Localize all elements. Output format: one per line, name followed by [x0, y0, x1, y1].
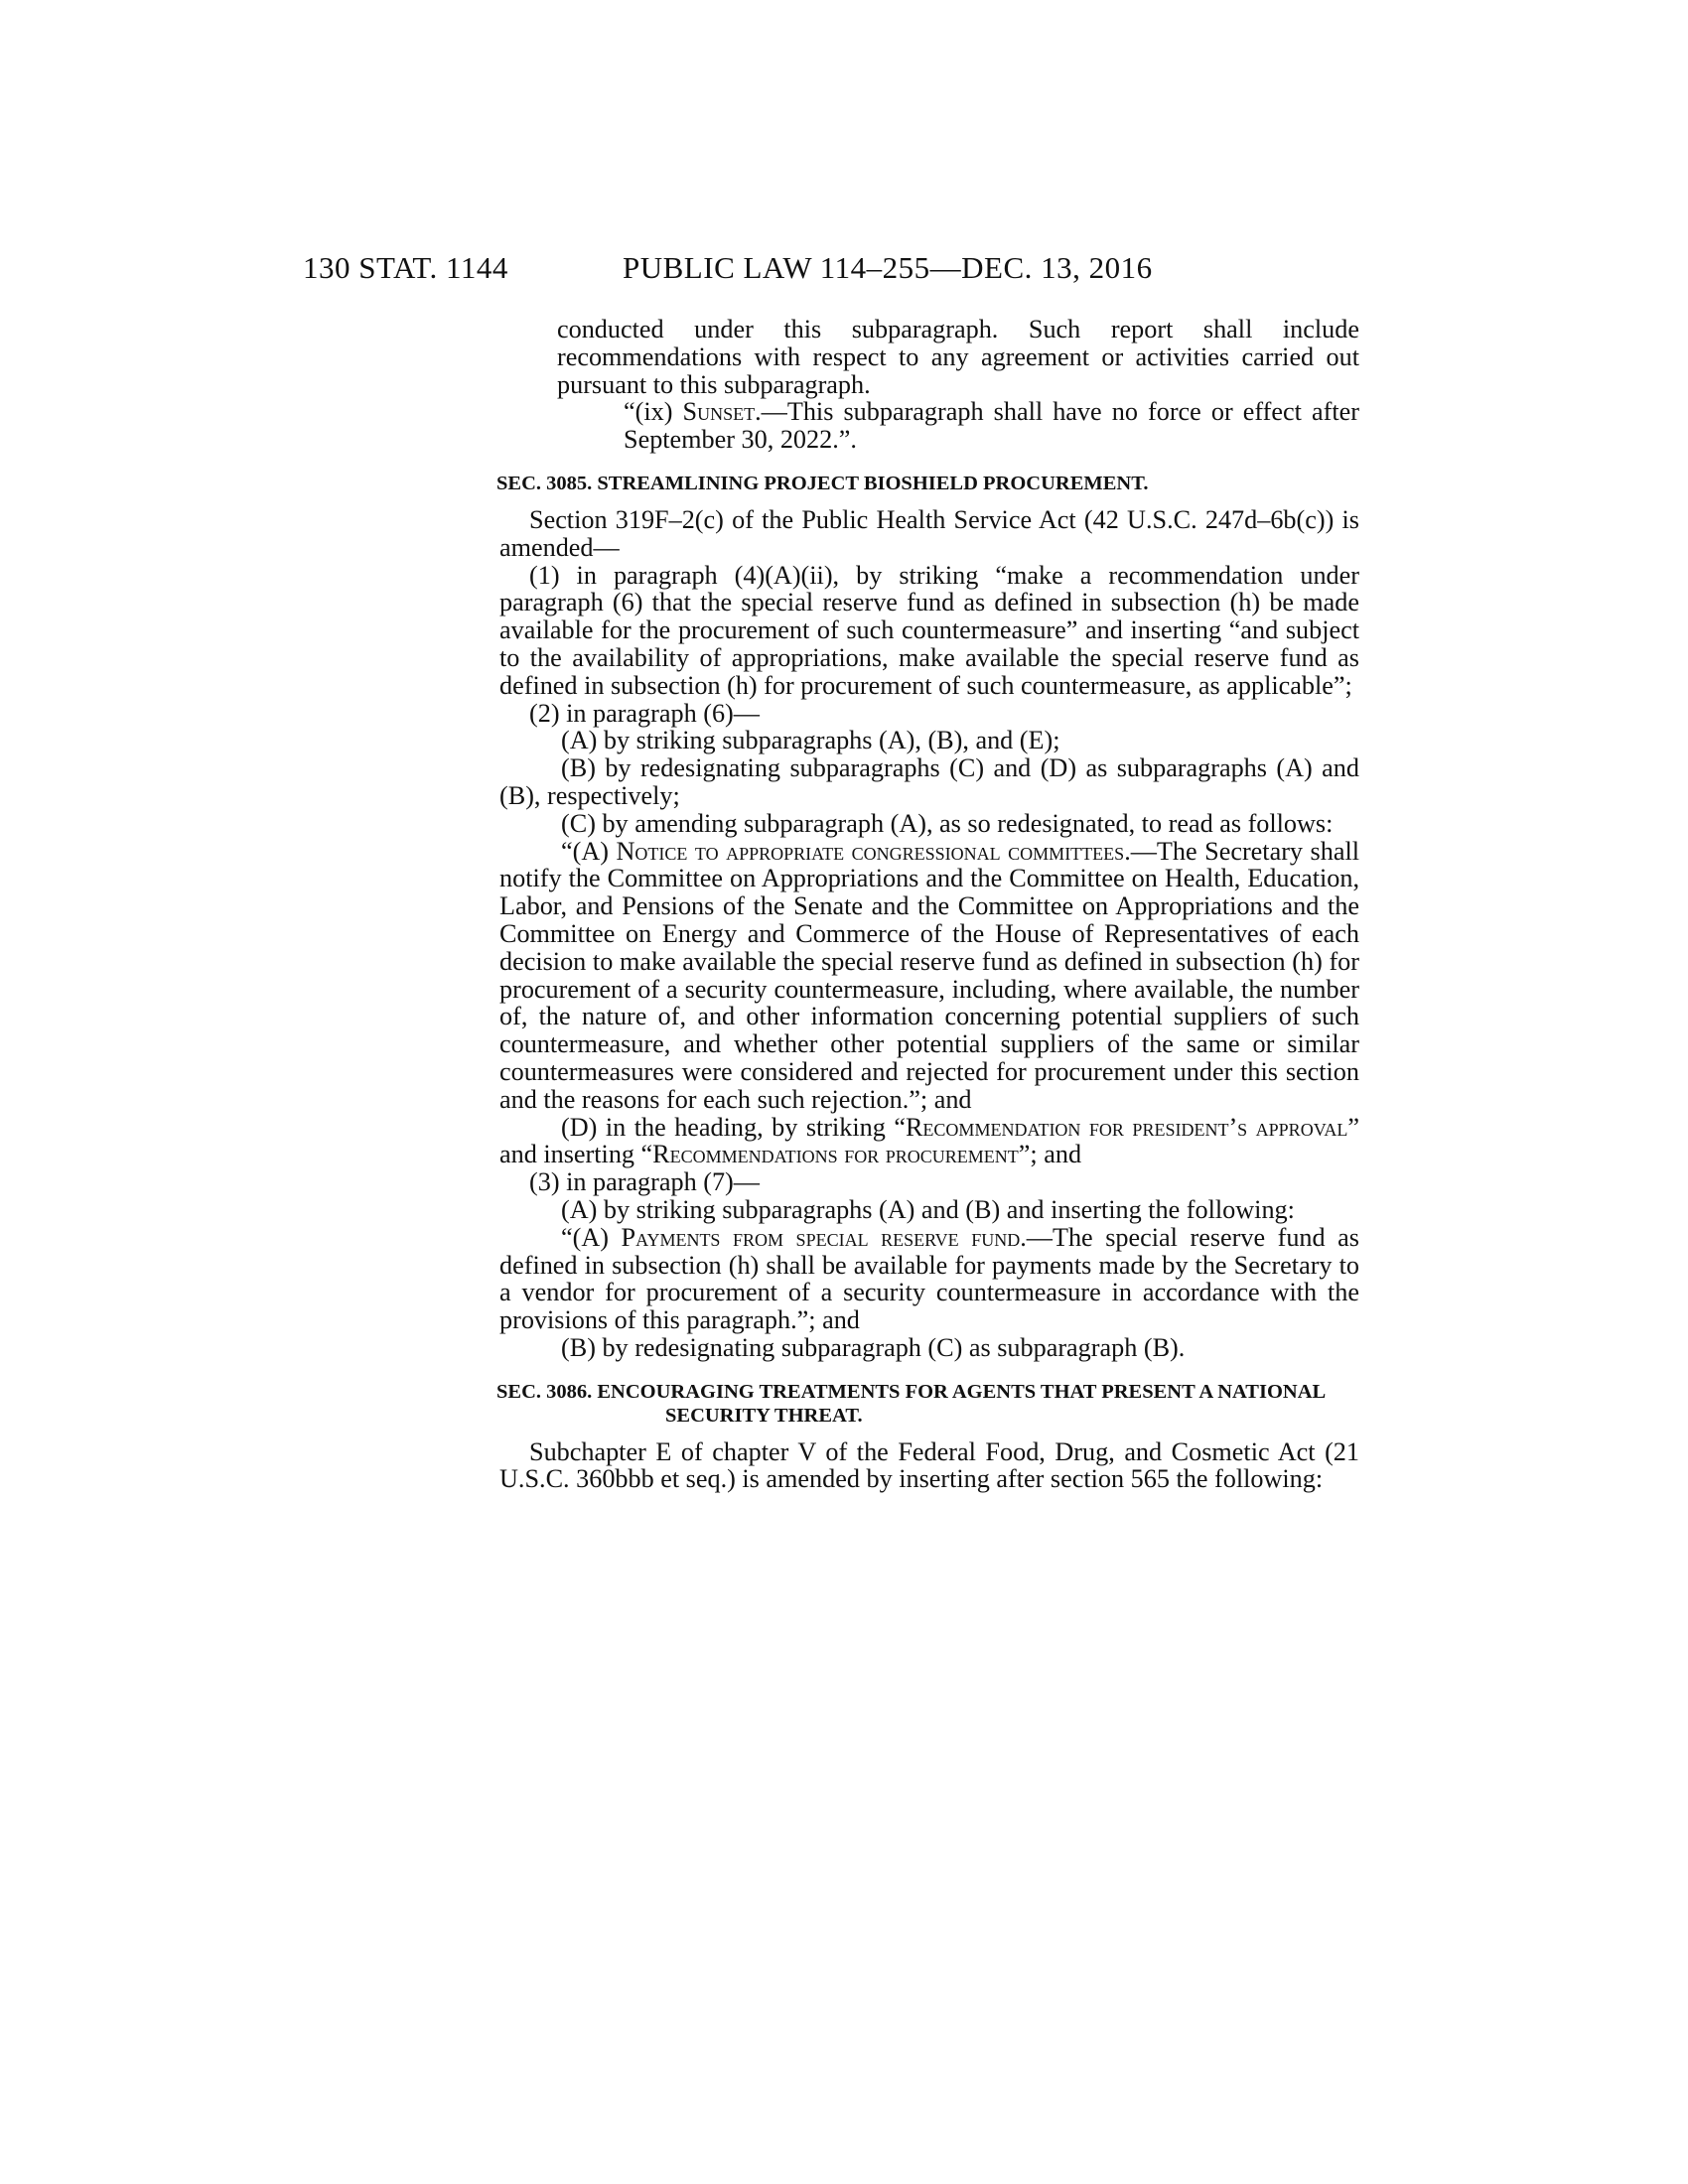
section-3085-intro: Section 319F–2(c) of the Public Health Service Act (42 U.S.C. 247d–6b(c)) is amended—: [499, 504, 1359, 562]
payments-term: Payments from special reserve fund: [621, 1222, 1021, 1252]
notice-term: Notice to appropriate congressional committees: [616, 836, 1125, 866]
section-3086-intro: Subchapter E of chapter V of the Federal Food, Drug, and Cosmetic Act (21 U.S.C. 360bbb et seq.) is amended by inserting after section 565 the following:: [499, 1436, 1359, 1494]
struck-heading-term: Recommendation for president’s approval: [905, 1112, 1348, 1142]
payments-subparagraph: “(A) Payments from special reserve fund.—The special reserve fund as defined in subsection (h) shall be available for payments made by the Secretary to a vendor for procurement of a security countermeasure in accordance with the provisions of this paragraph.”; and: [499, 1222, 1359, 1335]
section-3085-heading: SEC. 3085. STREAMLINING PROJECT BIOSHIELD PROCUREMENT.: [496, 472, 1149, 494]
paragraph-3: (3) in paragraph (7)—: [529, 1167, 760, 1197]
sunset-term: Sunset: [682, 397, 756, 427]
paragraph-2d: (D) in the heading, by striking “Recommendation for president’s approval” and inserting “Recommendations for procurement”; and: [499, 1112, 1359, 1169]
inserted-heading-term: Recommendations for procurement: [652, 1140, 1019, 1169]
paragraph-3a: (A) by striking subparagraphs (A) and (B) and inserting the following:: [561, 1194, 1295, 1224]
sunset-clause: “(ix) Sunset.—This subparagraph shall have no force or effect after September 30, 2022.”.: [624, 397, 1359, 455]
notice-subparagraph: “(A) Notice to appropriate congressional committees.—The Secretary shall notify the Committee on Appropriations and the Committee on Health, Education, Labor, and Pensions of the Senate and the Committee on Appropriations and the Committee on Energy and Commerce of the House of Representatives of each decision to make available the special reserve fund as defined in subsection (h) for procurement of a security countermeasure, including, where available, the number of, the nature of, and other information concerning potential suppliers of such countermeasure, and whether other potential suppliers of the same or similar countermeasures were considered and rejected for procurement under this section and the reasons for each such rejection.”; and: [499, 836, 1359, 1114]
paragraph-3b: (B) by redesignating subparagraph (C) as subparagraph (B).: [561, 1332, 1186, 1362]
paragraph-1: (1) in paragraph (4)(A)(ii), by striking “make a recommendation under paragraph (6) that the special reserve fund as defined in subsection (h) be made available for the procurement of such countermeasure” and inserting “and subject to the availability of appropriations, make available the special reserve fund as defined in subsection (h) for procurement of such countermeasure, as applicable”;: [499, 560, 1359, 700]
section-3086-heading: SEC. 3086. ENCOURAGING TREATMENTS FOR AGENTS THAT PRESENT A NATIONAL SECURITY THREAT.: [496, 1380, 1326, 1427]
paragraph-2b: (B) by redesignating subparagraphs (C) and (D) as subparagraphs (A) and (B), respectively;: [499, 753, 1359, 810]
body-text: [496, 315, 1359, 1494]
statute-page-number: 130 STAT. 1144: [303, 250, 508, 285]
paragraph-2a: (A) by striking subparagraphs (A), (B), and (E);: [561, 726, 1060, 755]
paragraph-2c: (C) by amending subparagraph (A), as so redesignated, to read as follows:: [561, 808, 1334, 838]
continued-paragraph: conducted under this subparagraph. Such report shall include recommendations with respect to any agreement or activities carried out pursuant to this subparagraph.: [557, 315, 1359, 399]
running-header-title: PUBLIC LAW 114–255—DEC. 13, 2016: [623, 250, 1153, 285]
paragraph-2: (2) in paragraph (6)—: [529, 698, 760, 728]
